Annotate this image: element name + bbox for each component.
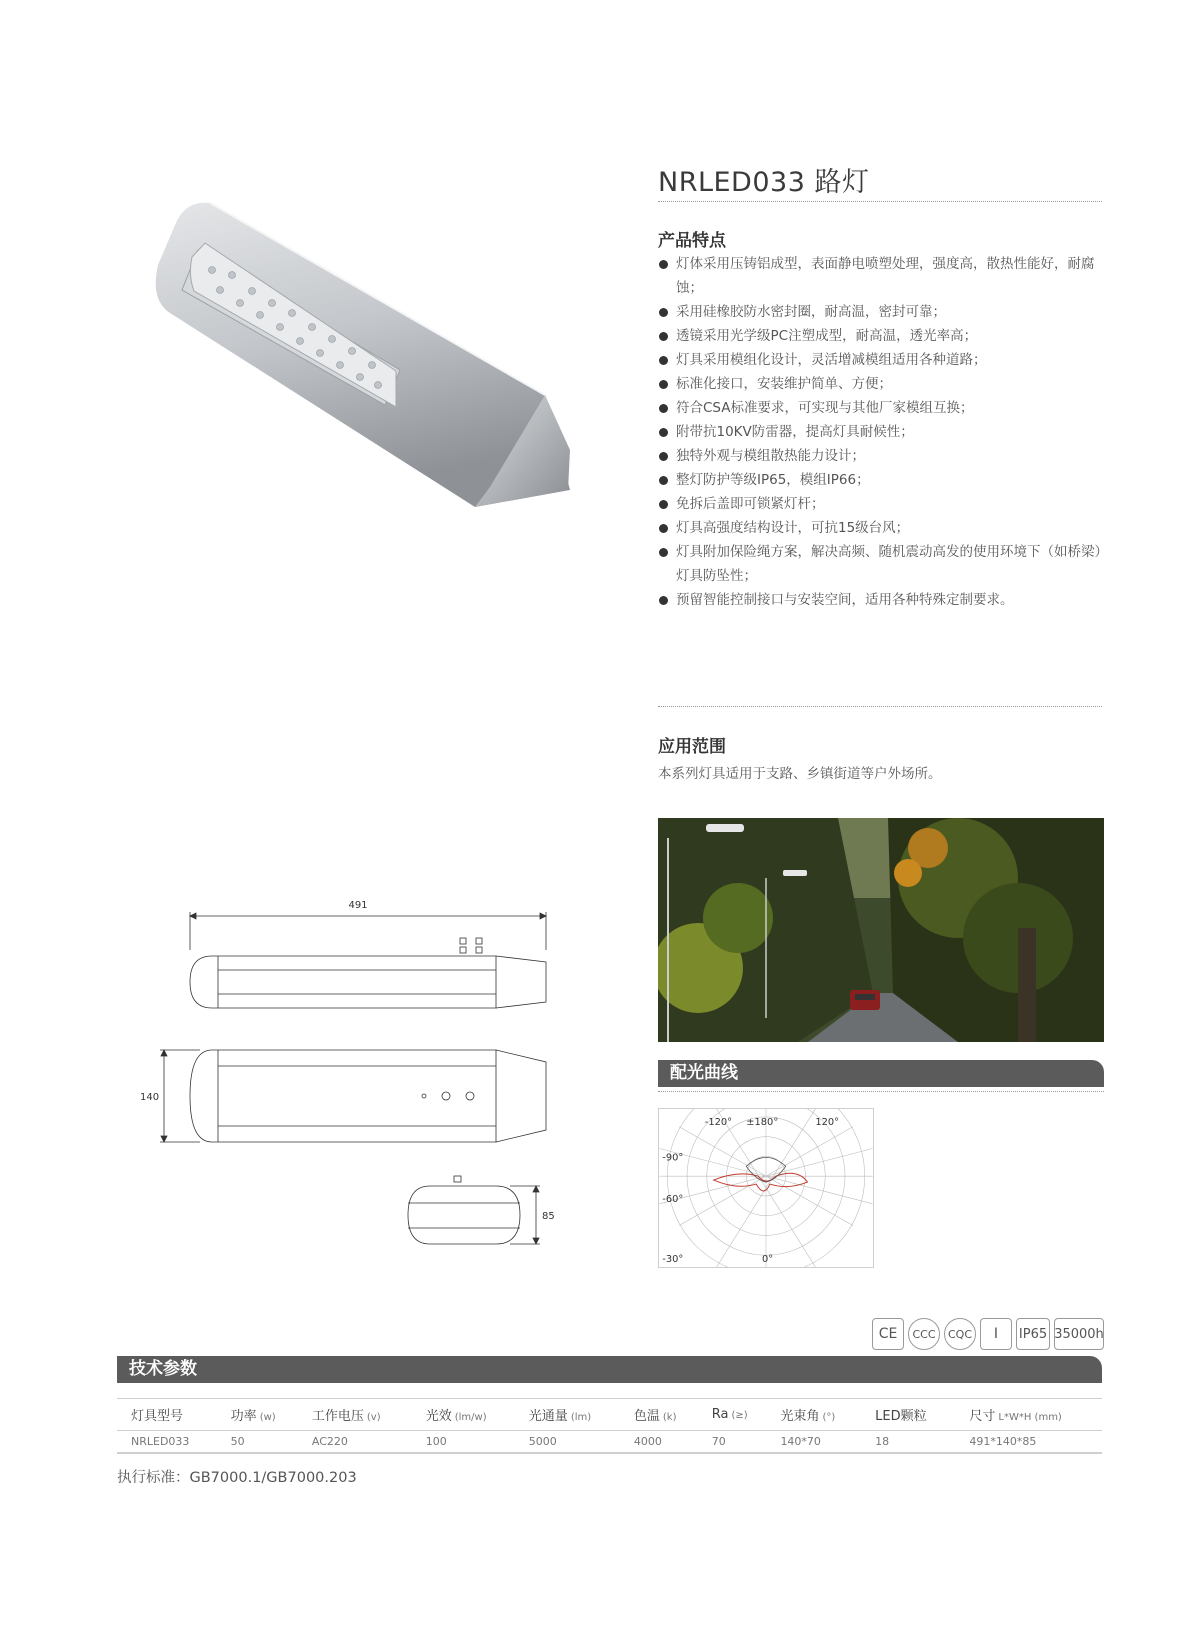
- section-divider: [658, 706, 1102, 707]
- polar-label: -120°: [704, 1116, 733, 1128]
- application-heading: 应用范围: [658, 737, 726, 757]
- polar-label: -90°: [662, 1152, 684, 1164]
- table-cell: 491*140*85: [955, 1431, 1102, 1454]
- feature-item: 采用硅橡胶防水密封圈，耐高温，密封可靠；: [658, 300, 1108, 324]
- application-text: 本系列灯具适用于支路、乡镇街道等户外场所。: [658, 766, 942, 782]
- ce-icon: CE: [872, 1318, 904, 1350]
- feature-item: 灯具高强度结构设计，可抗15级台风；: [658, 516, 1108, 540]
- feature-item: 附带抗10KV防雷器，提高灯具耐候性；: [658, 420, 1108, 444]
- product-lamp-image: [150, 195, 590, 535]
- product-title: NRLED033 路灯: [658, 167, 870, 198]
- features-heading: 产品特点: [658, 231, 726, 251]
- light-distribution-chart: [658, 1108, 874, 1268]
- table-cell: 140*70: [766, 1431, 861, 1454]
- polar-label: ±180°: [746, 1116, 779, 1128]
- table-header: 光效 (lm/w): [412, 1399, 515, 1431]
- width-dimension: 140: [140, 1092, 160, 1103]
- feature-item: 整灯防护等级IP65，模组IP66；: [658, 468, 1108, 492]
- specs-table: [117, 1398, 1102, 1454]
- table-header: 灯具型号: [117, 1399, 217, 1431]
- length-dimension: 491: [348, 900, 368, 911]
- polar-label: 0°: [762, 1254, 774, 1266]
- dimension-drawings: [140, 890, 560, 1280]
- table-header: 工作电压 (v): [298, 1399, 412, 1431]
- lifetime-icon: 35000h: [1054, 1318, 1104, 1350]
- feature-item: 预留智能控制接口与安装空间，适用各种特殊定制要求。: [658, 588, 1108, 612]
- feature-item: 透镜采用光学级PC注塑成型，耐高温，透光率高；: [658, 324, 1108, 348]
- table-header: 尺寸 L*W*H (mm): [955, 1399, 1102, 1431]
- specs-banner: 技术参数: [117, 1356, 1102, 1383]
- feature-item: 灯具附加保险绳方案，解决高频、随机震动高发的使用环境下（如桥梁）灯具防坠性；: [658, 540, 1108, 588]
- polar-label: -30°: [662, 1254, 684, 1266]
- table-header: 色温 (k): [620, 1399, 698, 1431]
- table-header: 光通量 (lm): [515, 1399, 620, 1431]
- cqc-icon: CQC: [944, 1318, 976, 1350]
- table-header: 光束角 (°): [766, 1399, 861, 1431]
- feature-item: 灯具采用模组化设计，灵活增减模组适用各种道路；: [658, 348, 1108, 372]
- polar-label: -60°: [662, 1193, 684, 1205]
- light-curve-banner: 配光曲线: [658, 1060, 1104, 1087]
- table-cell: 70: [698, 1431, 767, 1454]
- feature-item: 独特外观与模组散热能力设计；: [658, 444, 1108, 468]
- polar-label: 120°: [815, 1116, 840, 1128]
- table-header: 功率 (w): [217, 1399, 298, 1431]
- ip65-icon: IP65: [1016, 1318, 1050, 1350]
- title-divider: [658, 201, 1102, 202]
- feature-item: 灯体采用压铸铝成型，表面静电喷塑处理，强度高，散热性能好，耐腐蚀；: [658, 252, 1108, 300]
- table-row: [117, 1431, 1102, 1454]
- banner-divider: [658, 1091, 1104, 1092]
- feature-item: 符合CSA标准要求，可实现与其他厂家模组互换；: [658, 396, 1108, 420]
- table-cell: 100: [412, 1431, 515, 1454]
- height-dimension: 85: [542, 1211, 555, 1222]
- table-cell: 50: [217, 1431, 298, 1454]
- class-one-icon: Ⅰ: [980, 1318, 1012, 1350]
- features-list: [658, 252, 1108, 612]
- table-cell: 4000: [620, 1431, 698, 1454]
- table-header-row: [117, 1399, 1102, 1431]
- feature-item: 标准化接口，安装维护简单、方便；: [658, 372, 1108, 396]
- feature-item: 免拆后盖即可锁紧灯杆；: [658, 492, 1108, 516]
- ccc-icon: CCC: [908, 1318, 940, 1350]
- table-cell: NRLED033: [117, 1431, 217, 1454]
- table-header: Ra (≥): [698, 1399, 767, 1431]
- table-cell: AC220: [298, 1431, 412, 1454]
- table-header: LED颗粒: [861, 1399, 955, 1431]
- table-cell: 18: [861, 1431, 955, 1454]
- application-photo: [658, 818, 1104, 1042]
- standard-text: 执行标准：GB7000.1/GB7000.203: [117, 1470, 357, 1486]
- table-cell: 5000: [515, 1431, 620, 1454]
